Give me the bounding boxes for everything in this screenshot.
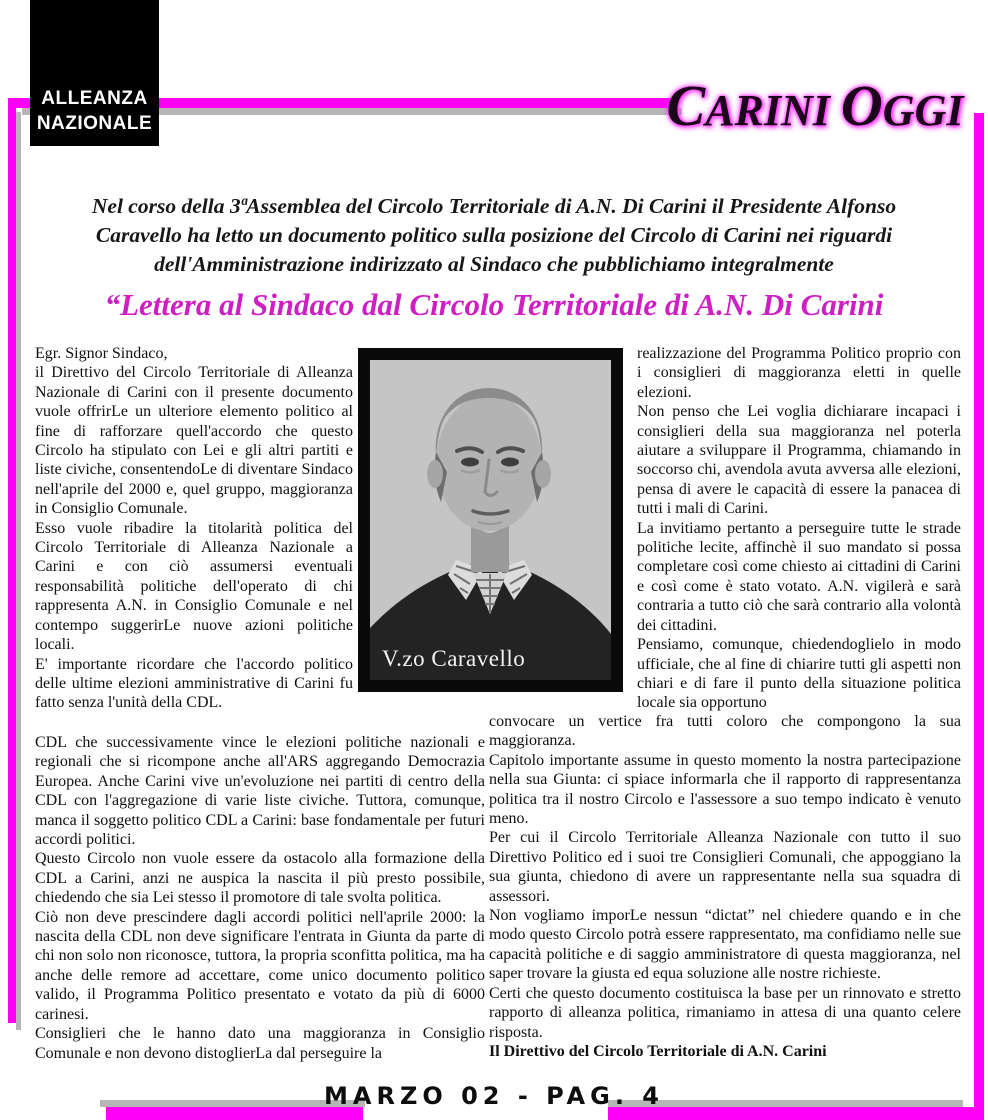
article-standfirst: Nel corso della 3ªAssemblea del Circolo Territoriale di A.N. Di Carini il Presidente Alfonso Caravello ha letto un documento politico sulla posizione del Circolo di Carini nei riguardi dell'Amministrazione indirizzato al Sindaco che pubblichiamo integralmente bbox=[91, 194, 897, 276]
paragraph: Esso vuole ribadire la titolarità politica del Circolo Territoriale di Alleanza Nazionale a Carini e con ciò assumersi eventuali responsabilità politiche dell'operato di chi rappresenta A.N. in Consiglio Comunale e nel contempo suggerirLe nuove azioni politiche locali. bbox=[35, 519, 353, 654]
paragraph: realizzazione del Programma Politico proprio con i consiglieri di maggioranza eletti in quelle elezioni. bbox=[637, 345, 961, 401]
paragraph: Pensiamo, comunque, chiedendoglielo in modo ufficiale, che al fine di chiarire tutti gli aspetti non chiari e di fare il punto della situazione politica locale sia opportuno bbox=[637, 636, 961, 712]
footer-date-page: MARZO 02 - PAG. 4 bbox=[324, 1082, 664, 1110]
paragraph: Capitolo importante assume in questo momento la nostra partecipazione nella sua Giunta: ci spiace informarla che il rapporto di rappresentanza politica tra il nostro Circolo e l'assessore a suo tempo indicato è venuto meno. bbox=[489, 751, 961, 828]
article-headline: “Lettera al Sindaco dal Circolo Territoriale di A.N. Di Carini bbox=[104, 287, 884, 322]
paragraph: Non vogliamo imporLe nessun “dictat” nel chiedere quando e in che modo questo Circolo potrà essere rappresentato, ma confidiamo nelle sue capacità politiche e di saggio amministratore di questa maggioranza, nel saper trovare la giusta ed equa soluzione alle nostre richieste. bbox=[489, 907, 961, 983]
bottom-rule-right bbox=[608, 1107, 984, 1120]
paragraph: convocare un vertice fra tutti coloro che compongono la sua maggioranza. bbox=[489, 713, 961, 750]
paragraph: Egr. Signor Sindaco, bbox=[35, 345, 168, 362]
alleanza-nazionale-logo bbox=[30, 0, 159, 146]
masthead-initial-1: C bbox=[666, 73, 706, 138]
paragraph: CDL che successivamente vince le elezioni politiche nazionali e regionali che si ricompone anche all'ARS aggregando Democrazia Europea. Anche Carini vive un'evoluzione nei partiti di centro della CDL con l'aggregazione di varie liste civiche. Tuttora, comunque, manca il soggetto politico CDL a Carini: base fondamentale per futuri accordi politici. bbox=[35, 734, 485, 849]
right-rule bbox=[974, 113, 984, 1120]
logo-line-1: ALLEANZA bbox=[41, 88, 148, 109]
paragraph: Consiglieri che le hanno dato una maggioranza in Consiglio Comunale e non devono distoglierLa dal perseguire la bbox=[35, 1025, 485, 1062]
right-column-upper bbox=[637, 344, 961, 713]
masthead-rest-2: GGI bbox=[882, 86, 964, 135]
paragraph: E' importante ricordare che l'accordo politico delle ultime elezioni amministrative di Carini fu fatto senza l'unità della CDL. bbox=[35, 655, 353, 712]
portrait-photo bbox=[358, 348, 623, 692]
paragraph: Questo Circolo non vuole essere da ostacolo alla formazione della CDL a Carini, anzi ne auspica la nascita il più presto possibile, chiedendo che sia Lei stesso il promotore di tale svolta politica. bbox=[35, 850, 485, 907]
masthead-rest-1: ARINI bbox=[705, 86, 841, 135]
masthead-carini-oggi bbox=[660, 72, 970, 139]
paragraph: Non penso che Lei voglia dichiarare incapaci i consiglieri della sua maggioranza nel poterla aiutare a sviluppare il Programma, chiamando in soccorso chi, avendola avuta avversa alle elezioni, pensa di avere le capacità di essere la panacea di tutti i mali di Carini. bbox=[637, 403, 961, 518]
paragraph: Ciò non deve prescindere dagli accordi politici nell'aprile 2000: la nascita della CDL non deve significare l'entrata in Giunta da parte di chi non solo non riconosce, tuttora, la propria sconfitta politica, ma ha anche delle remore ad accettare, come unico documento politico valido, il Programma Politico presentato e votato da più di 6000 carinesi. bbox=[35, 908, 485, 1023]
paragraph: Certi che questo documento costituisca la base per un rinnovato e stretto rapporto di alleanza politica, rimaniamo in attesa di una quanto celere risposta. bbox=[489, 984, 961, 1041]
left-rule bbox=[8, 98, 16, 1023]
right-column-lower bbox=[489, 712, 961, 1061]
left-column-upper bbox=[35, 344, 353, 713]
masthead-initial-2: O bbox=[840, 73, 883, 138]
left-column-lower bbox=[35, 733, 485, 1063]
article-signature: Il Direttivo del Circolo Territoriale di A.N. Carini bbox=[489, 1042, 827, 1060]
logo-line-2: NAZIONALE bbox=[36, 113, 153, 134]
left-rule-shadow bbox=[16, 112, 21, 1030]
photo-caption: V.zo Caravello bbox=[382, 646, 526, 671]
paragraph: La invitiamo pertanto a perseguire tutte le strade politiche lecite, affinchè il suo mandato si possa completare così come chiesto ai cittadini di Carini e così come è stato votato. A.N. vigilerà e sarà contraria a tutto ciò che sarà contrario alla volontà dei cittadini. bbox=[637, 519, 961, 634]
portrait-illustration bbox=[370, 360, 611, 680]
paragraph: Per cui il Circolo Territoriale Alleanza Nazionale con tutto il suo Direttivo Politico ed i suoi tre Consiglieri Comunali, che appoggiano la sua giunta, chiedono di avere un rappresentante nella sua squadra di assessori. bbox=[489, 829, 961, 905]
paragraph: il Direttivo del Circolo Territoriale di Alleanza Nazionale di Carini con il presente documento vuole offrirLe un ulteriore elemento politico al fine di rafforzare quell'accordo che questo Circolo ha stipulato con Lei e gli altri partiti e liste civiche, consentendoLe di diventare Sindaco nell'aprile del 2000 e, quel gruppo, maggioranza in Consiglio Comunale. bbox=[35, 364, 353, 518]
